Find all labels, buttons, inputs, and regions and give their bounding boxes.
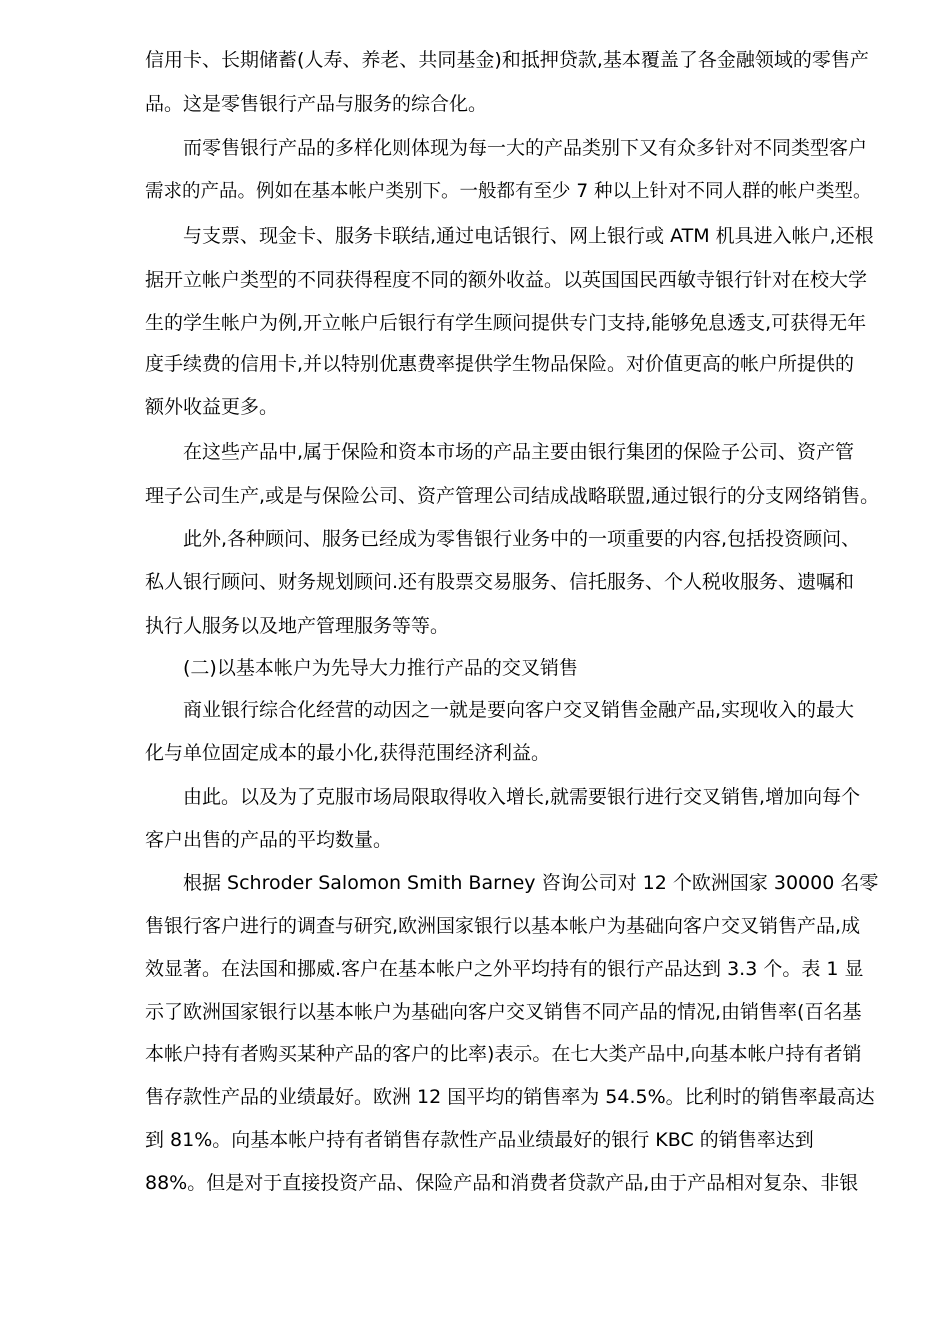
paragraph-first-line: 在这些产品中,属于保险和资本市场的产品主要由银行集团的保险子公司、资产管 <box>183 441 855 463</box>
text-line: 额外收益更多。 <box>145 396 279 418</box>
paragraph-first-line: 与支票、现金卡、服务卡联结,通过电话银行、网上银行或 ATM 机具进入帐户,还根 <box>183 225 874 247</box>
paragraph-first-line: 商业银行综合化经营的动因之一就是要向客户交叉销售金融产品,实现收入的最大 <box>183 699 855 721</box>
text-line: 效显著。在法国和挪威.客户在基本帐户之外平均持有的银行产品达到 3.3 个。表 1 显 <box>145 958 864 980</box>
text-line: 88%。但是对于直接投资产品、保险产品和消费者贷款产品,由于产品相对复杂、非银 <box>145 1172 859 1194</box>
paragraph-first-line: 由此。以及为了克服市场局限取得收入增长,就需要银行进行交叉销售,增加向每个 <box>183 786 861 808</box>
paragraph-first-line: 此外,各种顾问、服务已经成为零售银行业务中的一项重要的内容,包括投资顾问、 <box>183 528 861 550</box>
text-line: 理子公司生产,或是与保险公司、资产管理公司结成战略联盟,通过银行的分支网络销售。 <box>145 485 880 507</box>
text-line: 售存款性产品的业绩最好。欧洲 12 国平均的销售率为 54.5%。比利时的销售率最高达 <box>145 1086 875 1108</box>
text-line: 私人银行顾问、财务规划顾问.还有股票交易服务、信托服务、个人税收服务、遗嘱和 <box>145 571 855 593</box>
text-line: 到 81%。向基本帐户持有者销售存款性产品业绩最好的银行 KBC 的销售率达到 <box>145 1129 814 1151</box>
text-line: 生的学生帐户为例,开立帐户后银行有学生顾问提供专门支持,能够免息透支,可获得无年 <box>145 312 867 334</box>
text-line: 信用卡、长期储蓄(人寿、养老、共同基金)和抵押贷款,基本覆盖了各金融领域的零售产 <box>145 49 869 71</box>
paragraph-first-line: 而零售银行产品的多样化则体现为每一大的产品类别下又有众多针对不同类型客户 <box>183 137 868 159</box>
text-line: 品。这是零售银行产品与服务的综合化。 <box>145 93 488 115</box>
text-line: 售银行客户进行的调查与研究,欧洲国家银行以基本帐户为基础向客户交叉销售产品,成 <box>145 915 861 937</box>
text-line: 本帐户持有者购买某种产品的客户的比率)表示。在七大类产品中,向基本帐户持有者销 <box>145 1043 862 1065</box>
text-line: 执行人服务以及地产管理服务等等。 <box>145 615 450 637</box>
text-line: 度手续费的信用卡,并以特别优惠费率提供学生物品保险。对价值更高的帐户所提供的 <box>145 353 855 375</box>
text-line: 示了欧洲国家银行以基本帐户为基础向客户交叉销售不同产品的情况,由销售率(百名基 <box>145 1001 862 1023</box>
text-line: 化与单位固定成本的最小化,获得范围经济利益。 <box>145 742 551 764</box>
paragraph-first-line: 根据 Schroder Salomon Smith Barney 咨询公司对 12 个欧洲国家 30000 名零 <box>183 872 879 894</box>
text-line: 据开立帐户类型的不同获得程度不同的额外收益。以英国国民西敏寺银行针对在校大学 <box>145 269 868 291</box>
text-line: 客户出售的产品的平均数量。 <box>145 829 393 851</box>
section-heading: (二)以基本帐户为先导大力推行产品的交叉销售 <box>183 657 578 679</box>
text-line: 需求的产品。例如在基本帐户类别下。一般都有至少 7 种以上针对不同人群的帐户类型。 <box>145 181 872 202</box>
